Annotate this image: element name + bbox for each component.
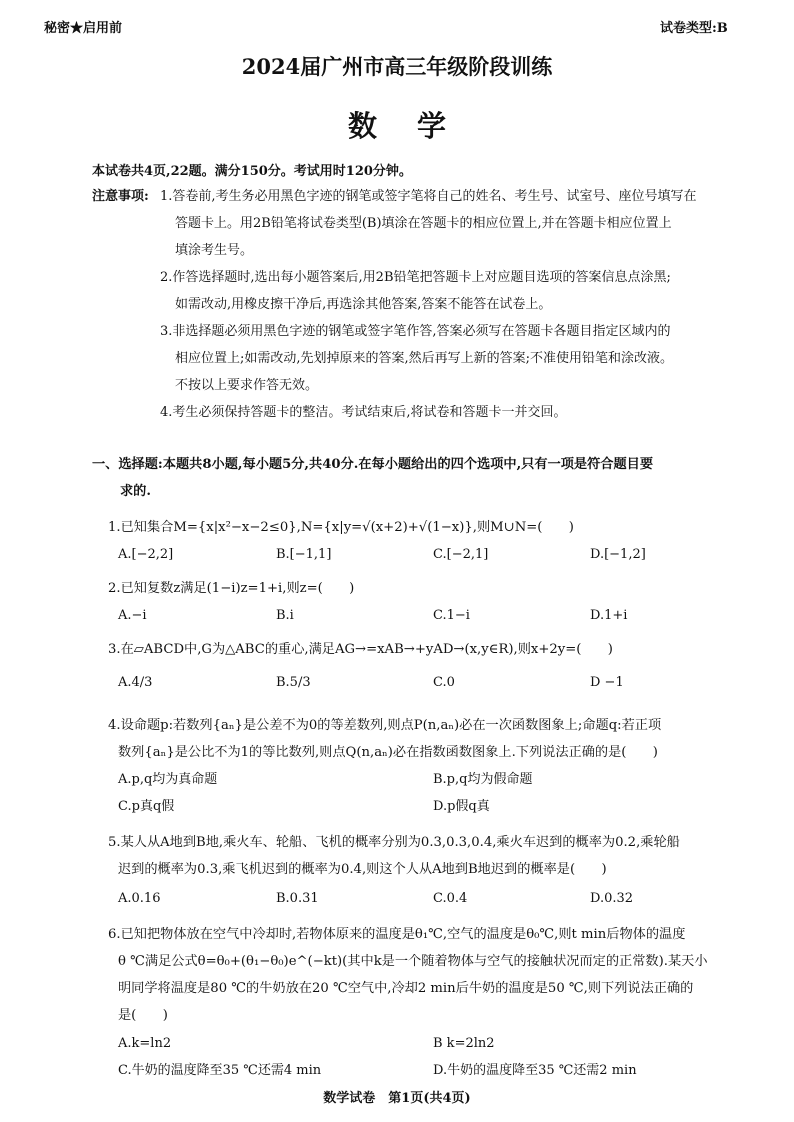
option-d: D −1 (590, 675, 624, 690)
question-stem: 3.在▱ABCD中,G为△ABC的重心,满足AG→=xAB→+yAD→(x,y∈R),则x+2y=( ) (108, 642, 613, 657)
page-footer: 数学试卷 第1页(共4页) (323, 1091, 471, 1106)
notes-line: 4.考生必须保持答题卡的整洁。考试结束后,将试卷和答题卡一并交回。 (160, 405, 567, 420)
option-b: B.5/3 (276, 675, 311, 690)
secret-label: 秘密★启用前 (44, 21, 123, 36)
option-b: B.0.31 (276, 891, 319, 906)
question-stem: 迟到的概率为0.3,乘飞机迟到的概率为0.4,则这个人从A地到B地迟到的概率是( ) (118, 862, 607, 877)
exam-title: 2024届广州市高三年级阶段训练 (241, 54, 553, 79)
option-c: C.1−i (433, 608, 470, 623)
option-d: D.1+i (590, 608, 628, 623)
option-c: C.p真q假 (118, 799, 175, 814)
paper-type-label: 试卷类型:B (660, 21, 728, 36)
option-d: D.牛奶的温度降至35 ℃还需2 min (433, 1063, 637, 1078)
question-stem: 6.已知把物体放在空气中冷却时,若物体原来的温度是θ₁℃,空气的温度是θ₀℃,则t min后物体的温度 (108, 927, 686, 942)
section-heading: 求的. (120, 484, 151, 499)
question-stem: 明同学将温度是80 ℃的牛奶放在20 ℃空气中,冷却2 min后牛奶的温度是50 ℃,则下列说法正确的 (118, 981, 694, 996)
notes-line: 不按以上要求作答无效。 (175, 378, 319, 393)
exam-intro: 本试卷共4页,22题。满分150分。考试用时120分钟。 (92, 164, 412, 179)
option-c: C.[−2,1] (433, 547, 489, 562)
question-stem: 数列{aₙ}是公比不为1的等比数列,则点Q(n,aₙ)必在指数函数图象上.下列说法正确的是( ) (118, 745, 658, 760)
option-b: B.[−1,1] (276, 547, 332, 562)
option-a: A.4/3 (118, 675, 153, 690)
section-heading: 一、选择题:本题共8小题,每小题5分,共40分.在每小题给出的四个选项中,只有一项是符合题目要 (92, 457, 654, 472)
option-c: C.0.4 (433, 891, 468, 906)
option-a: A.0.16 (118, 891, 161, 906)
question-stem: 是( ) (118, 1008, 168, 1023)
question-stem: 1.已知集合M={x|x²−x−2≤0},N={x|y=√(x+2)+√(1−x)},则M∪N=( ) (108, 520, 574, 535)
notes-line: 填涂考生号。 (175, 243, 254, 258)
question-stem: 5.某人从A地到B地,乘火车、轮船、飞机的概率分别为0.3,0.3,0.4,乘火车迟到的概率为0.2,乘轮船 (108, 835, 680, 850)
question-stem: 4.设命题p:若数列{aₙ}是公差不为0的等差数列,则点P(n,aₙ)必在一次函数图象上;命题q:若正项 (108, 718, 662, 733)
option-c: C.0 (433, 675, 455, 690)
question-stem: θ ℃满足公式θ=θ₀+(θ₁−θ₀)e^(−kt)(其中k是一个随着物体与空气的接触状况而定的正常数).某天小 (118, 954, 708, 969)
notes-line: 如需改动,用橡皮擦干净后,再选涂其他答案,答案不能答在试卷上。 (175, 297, 552, 312)
notes-line: 1.答卷前,考生务必用黑色字迹的钢笔或签字笔将自己的姓名、考生号、试室号、座位号填写在 (160, 189, 697, 204)
option-d: D.[−1,2] (590, 547, 646, 562)
subject-title: 数学 (347, 109, 486, 143)
option-a: A.[−2,2] (118, 547, 174, 562)
option-c: C.牛奶的温度降至35 ℃还需4 min (118, 1063, 322, 1078)
option-d: D.0.32 (590, 891, 634, 906)
option-b: B k=2ln2 (433, 1036, 495, 1051)
question-stem: 2.已知复数z满足(1−i)z=1+i,则z=( ) (108, 581, 355, 596)
option-b: B.p,q均为假命题 (433, 772, 533, 787)
notes-line: 3.非选择题必须用黑色字迹的钢笔或签字笔作答,答案必须写在答题卡各题目指定区域内的 (160, 324, 671, 339)
option-b: B.i (276, 608, 294, 623)
notes-line: 相应位置上;如需改动,先划掉原来的答案,然后再写上新的答案;不准使用铅笔和涂改液。 (175, 351, 674, 366)
option-d: D.p假q真 (433, 799, 490, 814)
option-a: A.p,q均为真命题 (118, 772, 218, 787)
notes-label: 注意事项: (92, 189, 149, 204)
notes-line: 答题卡上。用2B铅笔将试卷类型(B)填涂在答题卡的相应位置上,并在答题卡相应位置上 (175, 216, 672, 231)
notes-line: 2.作答选择题时,选出每小题答案后,用2B铅笔把答题卡上对应题目选项的答案信息点涂黑; (160, 270, 671, 285)
option-a: A.k=ln2 (118, 1036, 172, 1051)
option-a: A.−i (118, 608, 147, 623)
